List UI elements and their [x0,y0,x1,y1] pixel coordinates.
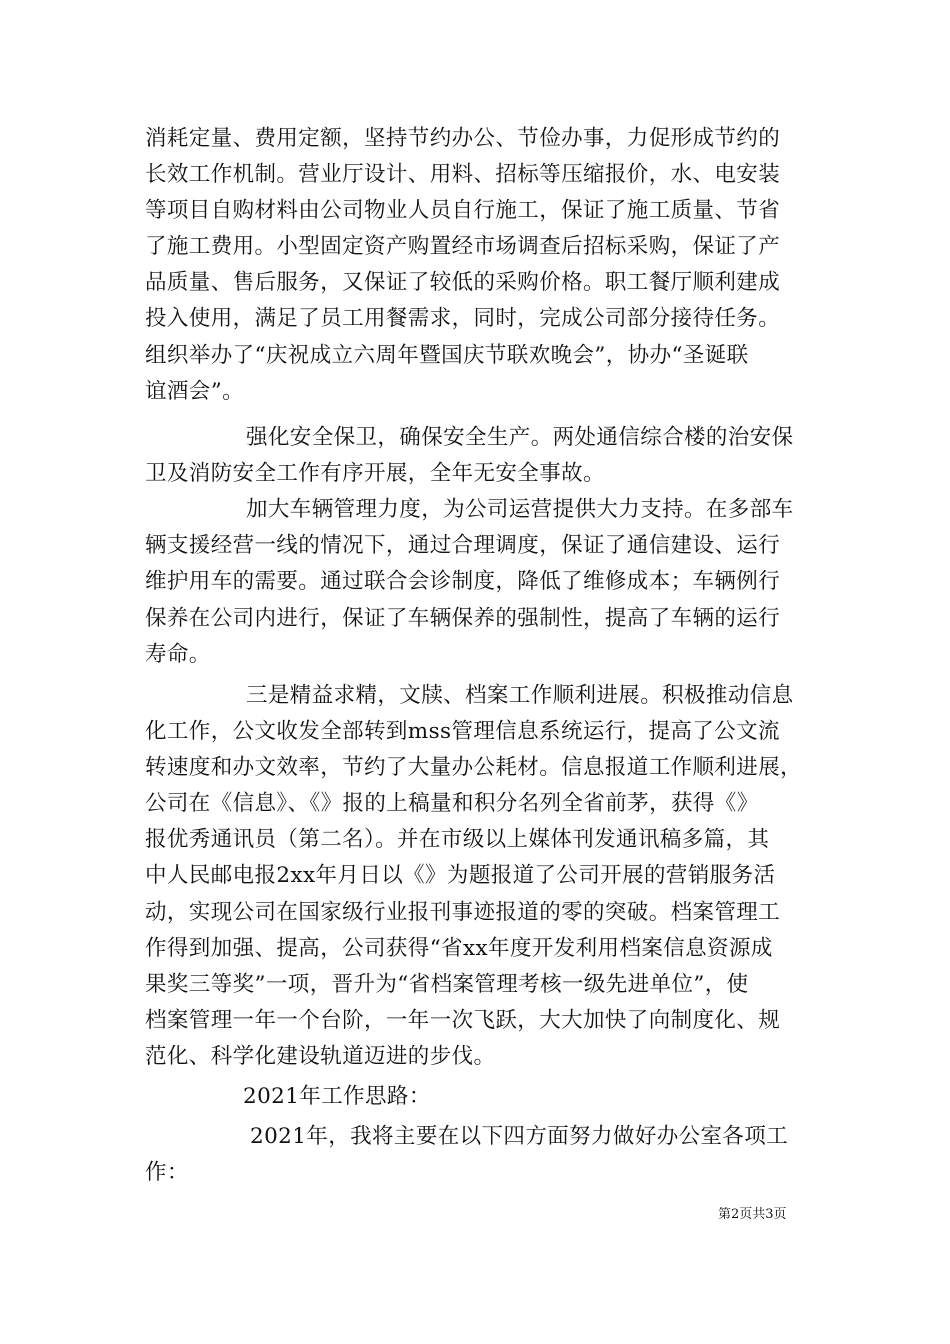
text-line: 等项目自购材料由公司物业人员自行施工，保证了施工质量、节省 [145,198,781,223]
text-line: 保养在公司内进行，保证了车辆保养的强制性，提高了车辆的运行 [145,606,781,631]
text-line: 消耗定量、费用定额，坚持节约办公、节俭办事，力促形成节约的 [145,126,781,151]
text-line: 投入使用，满足了员工用餐需求，同时，完成公司部分接待任务。 [145,306,781,331]
text-line: 果奖三等奖”一项，晋升为“省档案管理考核一级先进单位”，使 [145,972,749,997]
text-line: 卫及消防安全工作有序开展，全年无安全事故。 [145,461,605,486]
text-line: 报优秀通讯员（第二名）。并在市级以上媒体刊发通讯稿多篇，其 [145,827,770,852]
text-line: 维护用车的需要。通过联合会诊制度，降低了维修成本；车辆例行 [145,569,781,594]
paragraph-start-line: 强化安全保卫，确保安全生产。两处通信综合楼的治安保 [246,425,794,450]
paragraph-start-line: 加大车辆管理力度，为公司运营提供大力支持。在多部车 [246,497,794,522]
text-line: 组织举办了“庆祝成立六周年暨国庆节联欢晚会”，协办“圣诞联 [145,343,749,368]
text-line: 范化、科学化建设轨道迈进的步伐。 [145,1044,496,1069]
text-line: 档案管理一年一个台阶，一年一次飞跃，大大加快了向制度化、规 [145,1008,781,1033]
text-line: 品质量、售后服务，又保证了较低的采购价格。职工餐厅顺利建成 [145,270,781,295]
text-line: 公司在《信息》、《》报的上稿量和积分名列全省前茅，获得《》 [145,791,759,816]
paragraph-start-line: 2021年，我将主要在以下四方面努力做好办公室各项工 [250,1124,789,1149]
text-line: 长效工作机制。营业厅设计、用料、招标等压缩报价，水、电安装 [145,162,781,187]
text-line: 寿命。 [145,642,211,667]
text-line: 中人民邮电报2xx年月日以《》为题报道了公司开展的营销服务活 [145,863,776,888]
text-line: 动，实现公司在国家级行业报刊事迹报道的零的突破。档案管理工 [145,900,781,925]
text-line: 化工作，公文收发全部转到mss管理信息系统运行，提高了公文流 [145,719,780,744]
section-heading: 2021年工作思路： [243,1084,431,1109]
text-line: 了施工费用。小型固定资产购置经市场调查后招标采购，保证了产 [145,234,781,259]
text-line: 谊酒会”。 [145,379,244,404]
text-line: 辆支援经营一线的情况下，通过合理调度，保证了通信建设、运行 [145,533,781,558]
text-line: 转速度和办文效率，节约了大量办公耗材。信息报道工作顺利进展， [145,755,803,780]
text-line: 作： [145,1160,189,1185]
text-line: 作得到加强、提高，公司获得“省xx年度开发利用档案信息资源成 [145,936,773,961]
page-number-footer: 第2页共3页 [718,1207,787,1222]
paragraph-start-line: 三是精益求精，文牍、档案工作顺利进展。积极推动信息 [246,683,794,708]
